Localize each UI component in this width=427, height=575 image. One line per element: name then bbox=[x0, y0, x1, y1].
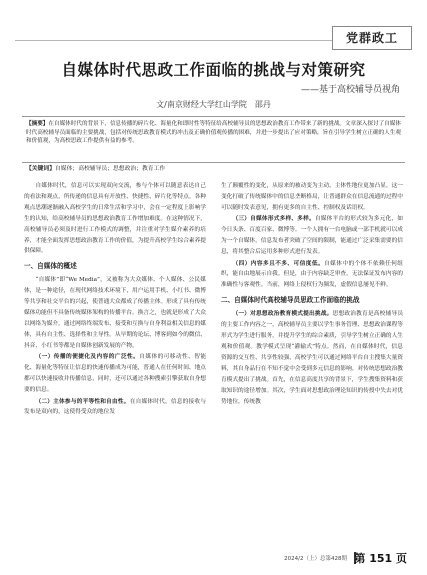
page-number: 第 151 页 bbox=[354, 552, 407, 565]
abstract-label: 【摘要】 bbox=[26, 121, 49, 127]
subsection-5 bbox=[221, 309, 403, 407]
subsection-1-text: 自媒体的可移动性、智能化、海量化等特征让信息的快速传播成为可能，普通人在任何时间、地点都可以快速接收并传播信息，同时，还可以通过各种搜索引擎获取自身想要的信息。 bbox=[24, 354, 206, 393]
section-tag-label: 党群政工 bbox=[332, 26, 412, 50]
subsection-5-title: （一）对思想政治教育模式提出挑战。 bbox=[232, 311, 333, 318]
subsection-4-title: （四）内容多且不多、可信度低。 bbox=[232, 260, 325, 267]
keywords bbox=[26, 165, 406, 174]
overview-paragraph: “自媒体”即“We Media”，又被称为大众媒体、个人媒体、公民媒体，是一种途径，在现代网络技术环境下，用户运用手机、小红书、微博等共享和社交平台的兴起，使普通大众都成了传播主体。形成了具有传统媒体功能但不具备传统媒体架构的传播平台。换言之，也就是形成了大众以网络为媒介，通过网络终端发布、接受和互换与自身利益相关信息的媒体，具有自主性、选择性和主导性。从早期的论坛、博客到如今的微信、抖音、小红书等都是自媒体创新发展的产物。 bbox=[24, 277, 206, 349]
issue-info: 2024/2（上）总第428期 bbox=[284, 556, 347, 562]
subsection-2 bbox=[24, 397, 206, 419]
article-subtitle: ——基于高校辅导员视角 bbox=[300, 85, 400, 95]
page-footer bbox=[0, 549, 427, 569]
left-column bbox=[24, 181, 206, 541]
keywords-text: 自媒体；高校辅导员；思想政治；教育工作 bbox=[55, 166, 166, 172]
subsection-2-text: 在自媒体时代，信息的接收与发布是双向的，这使得受众的地位发 bbox=[24, 398, 206, 416]
subsection-4 bbox=[221, 259, 403, 292]
subsection-3 bbox=[221, 214, 403, 258]
subsection-3-title: （三）自媒体形式多样、多样。 bbox=[232, 216, 315, 223]
section-heading-1: 一、自媒体的概述 bbox=[24, 262, 77, 271]
subsection-5-text: 思想政治教育是高校辅导员的主要工作内容之一，高校辅导员主要以学生事务管理、思想政治课程等形式为学生进行服务，并提升学生的综合素质，引导学生树立正确的人生观和价值观。教学模式呈现“灌输式”特点。然而，在自媒体时代，信息资源的交互性、共享性较强，高校学生可以通过网络平台自主搜集大量资料，其自身品行在不知不觉中会受到多元信息的影响。对传统思想政治教育模式提出了挑战。首先，在信息高度共享的背景下，学生搜集资料和获取知识的途径增加。其次，学生面对思想政治理论知识的传授中失去对优势地位，传统教 bbox=[221, 311, 403, 405]
subsection-2-title: （二）主体参与的平等性和自由性。 bbox=[35, 398, 130, 405]
keywords-label: 【关键词】 bbox=[26, 166, 55, 172]
abstract-box bbox=[22, 116, 405, 163]
right-column bbox=[221, 181, 403, 541]
subsection-1 bbox=[24, 352, 206, 396]
section-header bbox=[0, 0, 427, 50]
subsection-4-text: 自媒体中的个体不依赖任何组织，能自由地展示自我。但是，由于内容缺乏审查，无法保证发布内容的准确性与客观性。当前，网络上侵权行为频发，虚假信息屡见不鲜。 bbox=[221, 260, 403, 289]
article-author: 文/南京财经大学红山学院 邵丹 bbox=[156, 100, 271, 109]
subsection-3-text: 自媒体平台的形式较为多元化，如今日头条、百度百家、微博等。一个人拥有一台电脑或一部手机就可以成为一个自媒体，信息发布者突破了空间的限制，能通过广泛采集需要的信息，将其整合后运用多种形式进行发表。 bbox=[221, 216, 403, 256]
header-rule bbox=[15, 40, 332, 41]
article-title: 自媒体时代思政工作面临的挑战与对策研究 bbox=[61, 61, 366, 79]
abstract-text: 在自媒体时代的背景下，信息传播的碎片化、海量化和即时性等特征给高校辅导员的思想政治教育工作带来了新的挑战。文章深入探讨了自媒体时代高校辅导员面临的主要挑战，包括对传统思政教育模式的冲击及正确价值观传播的困难，并进一步提出了应对策略，旨在引导学生树立正确的人生观和价值观，为高校思政工作提供有益的参考。 bbox=[26, 121, 401, 145]
subsection-1-title: （一）传播的便捷化及内容的广泛性。 bbox=[35, 354, 140, 361]
section-heading-2: 二、自媒体时代高校辅导员思政工作面临的挑战 bbox=[221, 296, 360, 305]
continued-paragraph: 生了颠覆性的变化，从原来的被动变为主动、主体性地位更加凸显。这一变化打破了传统媒体中的信息垄断格局，让普通群众在信息流通的过程中可以随时发表意见，拥有更多的自主性、控制权及话语权。 bbox=[221, 183, 403, 211]
intro-paragraph: 自媒体时代，信息可以实现双向交流，参与个体可以随意表达自己的看法和观点，所传递的信息具有开放性、快捷性、碎片化等特点。各种观点思潮逐渐融入高校学生的日常生活和学习中，会在一定程度上影响学生的认知，给高校辅导员的思想政治教育工作增加难度。在这种情况下，高校辅导员必须及时进行工作模式的调整，并注重对学生媒介素养的培养，才能全面发挥思想政治教育工作的价值，为提升高校学生综合素养提供保障。 bbox=[24, 183, 206, 255]
